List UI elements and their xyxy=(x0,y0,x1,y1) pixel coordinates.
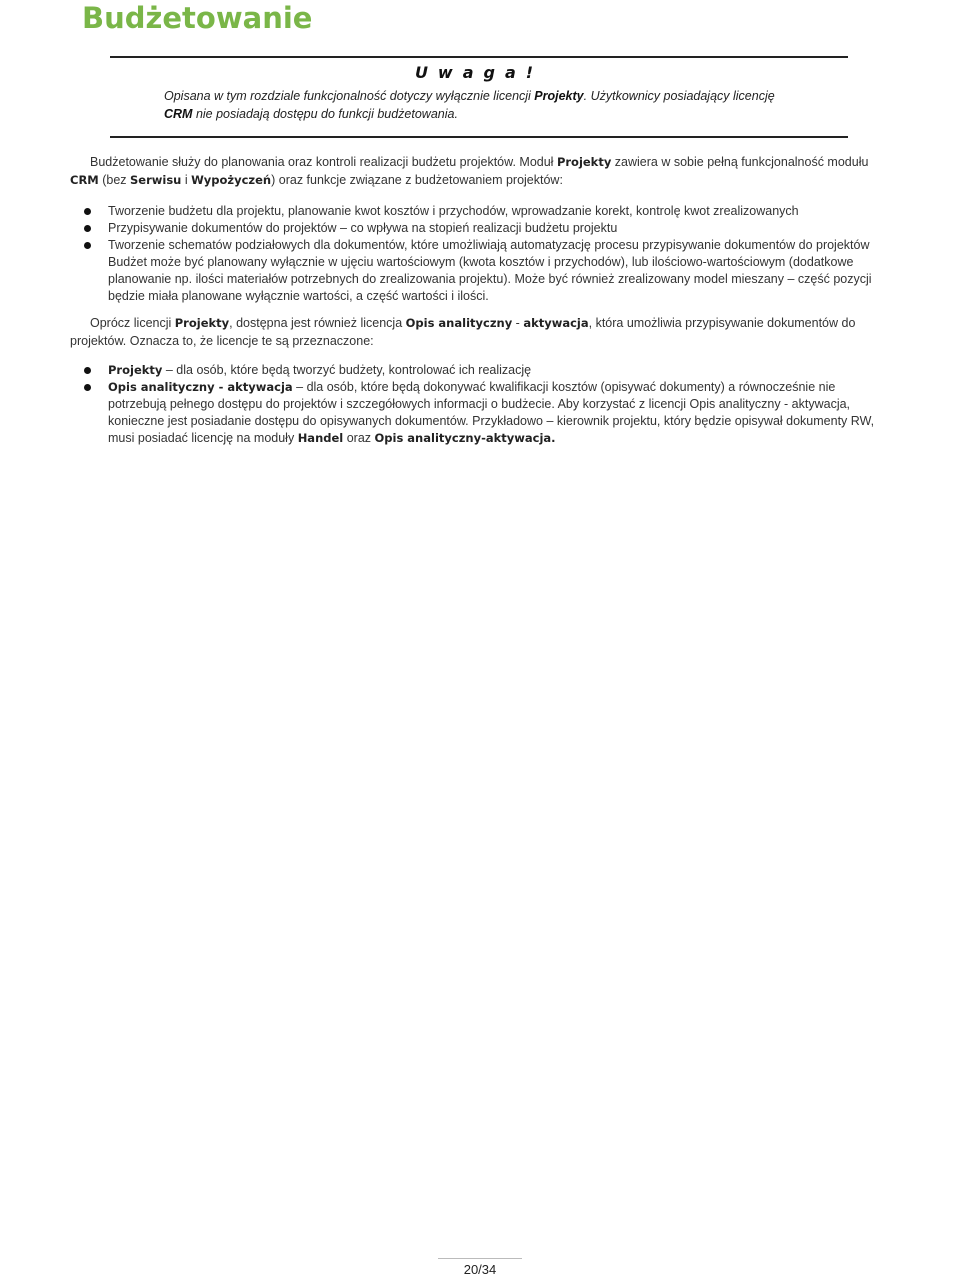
licenses-text: - xyxy=(512,316,524,330)
licenses-bold: Opis analityczny xyxy=(405,316,513,330)
list-item xyxy=(82,220,890,237)
notice-top-rule xyxy=(110,56,848,58)
intro-bold: Wypożyczeń xyxy=(191,172,272,187)
license-description: – dla osób, które będą tworzyć budżety, kontrolować ich realizację xyxy=(162,363,532,377)
notice-text-part: Opisana w tym rozdziale funkcjonalność dotyczy wyłącznie licencji xyxy=(164,89,535,103)
intro-paragraph xyxy=(70,154,890,189)
notice-text xyxy=(164,88,804,123)
license-description: oraz xyxy=(343,431,375,445)
notice-license-projekty: Projekty xyxy=(534,89,584,103)
notice-text-part: . Użytkownicy posiadający licencję xyxy=(583,89,775,103)
list-item xyxy=(82,237,890,305)
bullet-icon xyxy=(84,242,91,249)
licenses-bold: aktywacja xyxy=(523,316,589,330)
licenses-paragraph xyxy=(70,315,890,350)
notice-license-crm: CRM xyxy=(164,106,193,121)
license-name: Opis analityczny - aktywacja xyxy=(108,380,293,394)
intro-text: i xyxy=(181,172,192,187)
intro-bold: Serwisu xyxy=(130,172,182,187)
list-item-text: Tworzenie budżetu dla projektu, planowanie kwot kosztów i przychodów, wprowadzanie korekt, kontrolę kwot zrealizowanych xyxy=(108,204,799,218)
bullet-icon xyxy=(84,208,91,215)
list-item xyxy=(82,362,890,379)
footer-divider xyxy=(438,1258,522,1259)
notice-bottom-rule xyxy=(110,136,848,138)
intro-text: ) oraz funkcje związane z budżetowaniem projektów: xyxy=(271,172,563,187)
license-description: – dla osób, które będą dokonywać kwalifikacji kosztów (opisywać dokumenty) a równocześnie nie potrzebują pełnego dostępu do projektów i szczegółowych informacji o budżecie. Aby korzystać z licencji Opis analityczny - aktywacja, konieczne jest posiadanie dostępu do opisywanych dokumentów. Przykładowo – kierownik projektu, który będzie opisywał dokumenty RW, musi posiadać licencję na moduły xyxy=(108,380,875,445)
list-item-text: Tworzenie schematów podziałowych dla dokumentów, które umożliwiają automatyzację procesu przypisywanie dokumentów do projektów Budżet może być planowany wyłącznie w ujęciu wartościowym (kwota kosztów i przychodów), lub ilościowo-wartościowym (dodatkowe planowanie np. ilości materiałów potrzebnych do zrealizowania projektu). Może być również zrealizowany model mieszany – część pozycji będzie miała planowane wyłącznie wartości, a część wartości i ilości. xyxy=(108,238,872,303)
list-item xyxy=(82,379,890,447)
licenses-bold: Projekty xyxy=(174,316,230,330)
list-item xyxy=(82,203,890,220)
module-name: Opis analityczny-aktywacja. xyxy=(374,431,556,445)
licenses-text: , która umożliwia przypisywanie dokumentów do projektów. Oznacza to, że licencje te są przeznaczone: xyxy=(70,316,856,348)
licenses-text: Oprócz licencji xyxy=(90,316,175,330)
license-list xyxy=(82,362,890,447)
notice-heading: Uwaga! xyxy=(414,63,544,82)
licenses-text: , dostępna jest również licencja xyxy=(229,316,406,330)
bullet-icon xyxy=(84,384,91,391)
module-name: Handel xyxy=(297,431,344,445)
notice-text-part: nie posiadają dostępu do funkcji budżetowania. xyxy=(192,106,458,121)
features-list xyxy=(82,203,890,305)
bullet-icon xyxy=(84,367,91,374)
page-title: Budżetowanie xyxy=(82,1,313,35)
license-name: Projekty xyxy=(108,363,163,377)
intro-text: zawiera w sobie pełną funkcjonalność modułu xyxy=(611,155,869,169)
list-item-text: Przypisywanie dokumentów do projektów – co wpływa na stopień realizacji budżetu projektu xyxy=(108,221,618,235)
intro-bold: Projekty xyxy=(556,155,612,169)
intro-bold: CRM xyxy=(70,172,99,187)
intro-text: (bez xyxy=(98,172,131,187)
page-number: 20/34 xyxy=(463,1262,497,1277)
intro-text: Budżetowanie służy do planowania oraz kontroli realizacji budżetu projektów. Moduł xyxy=(90,155,557,169)
bullet-icon xyxy=(84,225,91,232)
